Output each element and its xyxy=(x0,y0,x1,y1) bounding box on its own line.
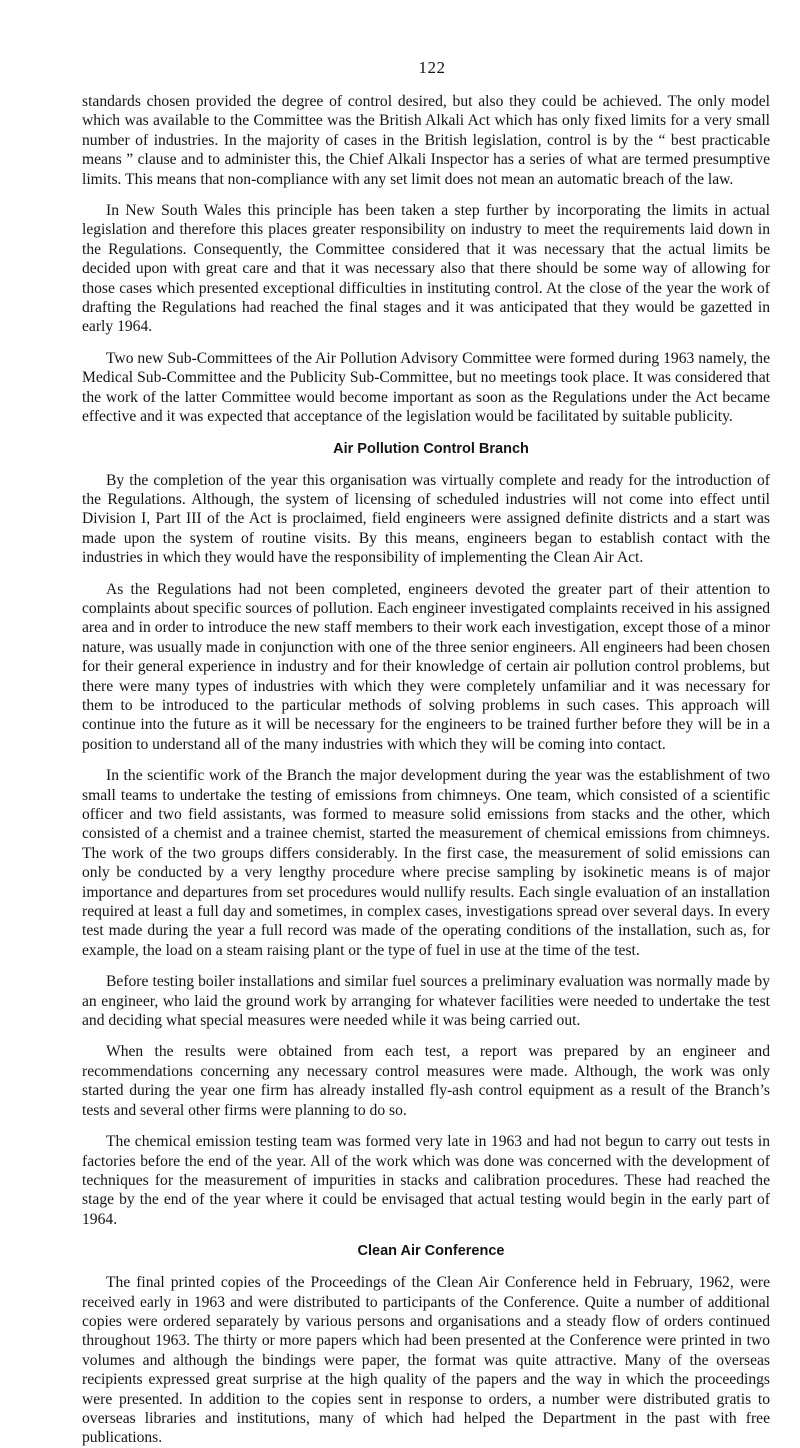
paragraph: By the completion of the year this organisation was virtually complete and ready for the introduction of the Regulations. Although, the system of licensing of scheduled industries will not come into effect until Division I, Part III of the Act is proclaimed, field engineers were assigned definite districts and a start was made upon the system of routine visits. By this means, engineers began to establish contact with the industries in which they would have the responsibility of implementing the Clean Air Act. xyxy=(82,471,770,567)
paragraph: As the Regulations had not been completed, engineers devoted the greater part of their attention to complaints about specific sources of pollution. Each engineer investigated complaints received in his assigned area and in order to introduce the new staff members to their work each investigation, except those of a minor nature, was usually made in conjunction with one of the three senior engineers. All engineers had been chosen for their general experience in industry and for their knowledge of certain air pollution control problems, but there were many types of industries with which they were completely unfamiliar and it was necessary for them to be introduced to the particular methods of solving problems in such cases. This approach will continue into the future as it will be necessary for the engineers to be trained further before they will be in a position to understand all of the many industries with which they will be coming into contact. xyxy=(82,580,770,753)
paragraph: When the results were obtained from each test, a report was prepared by an engineer and recommendations concerning any necessary control measures were made. Although, the work was only started during the year one firm has already installed fly-ash control equipment as a result of the Branch’s tests and several other firms were planning to do so. xyxy=(82,1043,770,1119)
paragraph: Two new Sub-Committees of the Air Pollution Advisory Committee were formed during 1963 namely, the Medical Sub-Committee and the Publicity Sub-Committee, but no meetings took place. It was considered that the work of the latter Committee would become important as soon as the Regulations under the Act became effective and it was expected that acceptance of the legislation would be facilitated by suitable publicity. xyxy=(82,349,770,426)
paragraph: standards chosen provided the degree of control desired, but also they could be achieved. The only model which was available to the Committee was the British Alkali Act which has only fixed limits for a very small number of industries. In the majority of cases in the British legislation, control is by the “ best practicable means ” clause and to administer this, the Chief Alkali Inspector has a series of what are termed presumptive limits. This means that non-compliance with any set limit does not mean an automatic breach of the law. xyxy=(82,93,770,188)
page-number: 122 xyxy=(418,58,446,77)
paragraph: In New South Wales this principle has been taken a step further by incorporating the limits in actual legislation and therefore this places greater responsibility on industry to meet the requirements laid down in the Regulations. Consequently, the Committee considered that it was necessary that the actual limits be decided upon with great care and that it was necessary also that there should be some way of allowing for those cases which presented exceptional difficulties in instituting control. At the close of the year the work of drafting the Regulations had reached the final stages and it was anticipated that they would be gazetted in early 1964. xyxy=(82,202,770,336)
paragraph: The final printed copies of the Proceedings of the Clean Air Conference held in February, 1962, were received early in 1963 and were distributed to participants of the Conference. Quite a number of additional copies were ordered separately by various persons and organisations and a steady flow of orders continued throughout 1963. The thirty or more papers which had been presented at the Conference were printed in two volumes and although the bindings were paper, the format was quite attractive. Many of the overseas recipients expressed great surprise at the high quality of the papers and the way in which the proceedings were presented. In addition to the copies sent in response to orders, a number were distributed gratis to overseas libraries and institutions, many of which had helped the Department in the past with free publications. xyxy=(82,1274,770,1447)
paragraph: Before testing boiler installations and similar fuel sources a preliminary evaluation was normally made by an engineer, who laid the ground work by arranging for whatever facilities were needed to undertake the test and deciding what special measures were needed while it was being carried out. xyxy=(82,973,770,1030)
section-heading-clean-air-conference: Clean Air Conference xyxy=(357,1243,505,1260)
paragraph: In the scientific work of the Branch the major development during the year was the establishment of two small teams to undertake the testing of emissions from chimneys. One team, which consisted of a scientific officer and two field assistants, was formed to measure solid emissions from stacks and the other, which consisted of a chemist and a trainee chemist, started the measurement of chemical emissions from chimneys. The work of the two groups differs considerably. In the first case, the measurement of solid emissions can only be conducted by a very lengthy procedure where precise sampling by isokinetic means is of major importance and departures from set procedures would nullify results. Each single evaluation of an installation required at least a full day and sometimes, in complex cases, investigations spread over several days. In every test made during the year a full record was made of the operating conditions of the installation, such as, for example, the load on a steam raising plant or the type of fuel in use at the time of the test. xyxy=(82,767,770,959)
section-heading-air-pollution-control-branch: Air Pollution Control Branch xyxy=(333,440,529,457)
paragraph: The chemical emission testing team was formed very late in 1963 and had not begun to carry out tests in factories before the end of the year. All of the work which was done was concerned with the development of techniques for the measurement of impurities in stacks and calibration procedures. These had reached the stage by the end of the year where it could be envisaged that actual testing would begin in the early part of 1964. xyxy=(82,1133,770,1228)
